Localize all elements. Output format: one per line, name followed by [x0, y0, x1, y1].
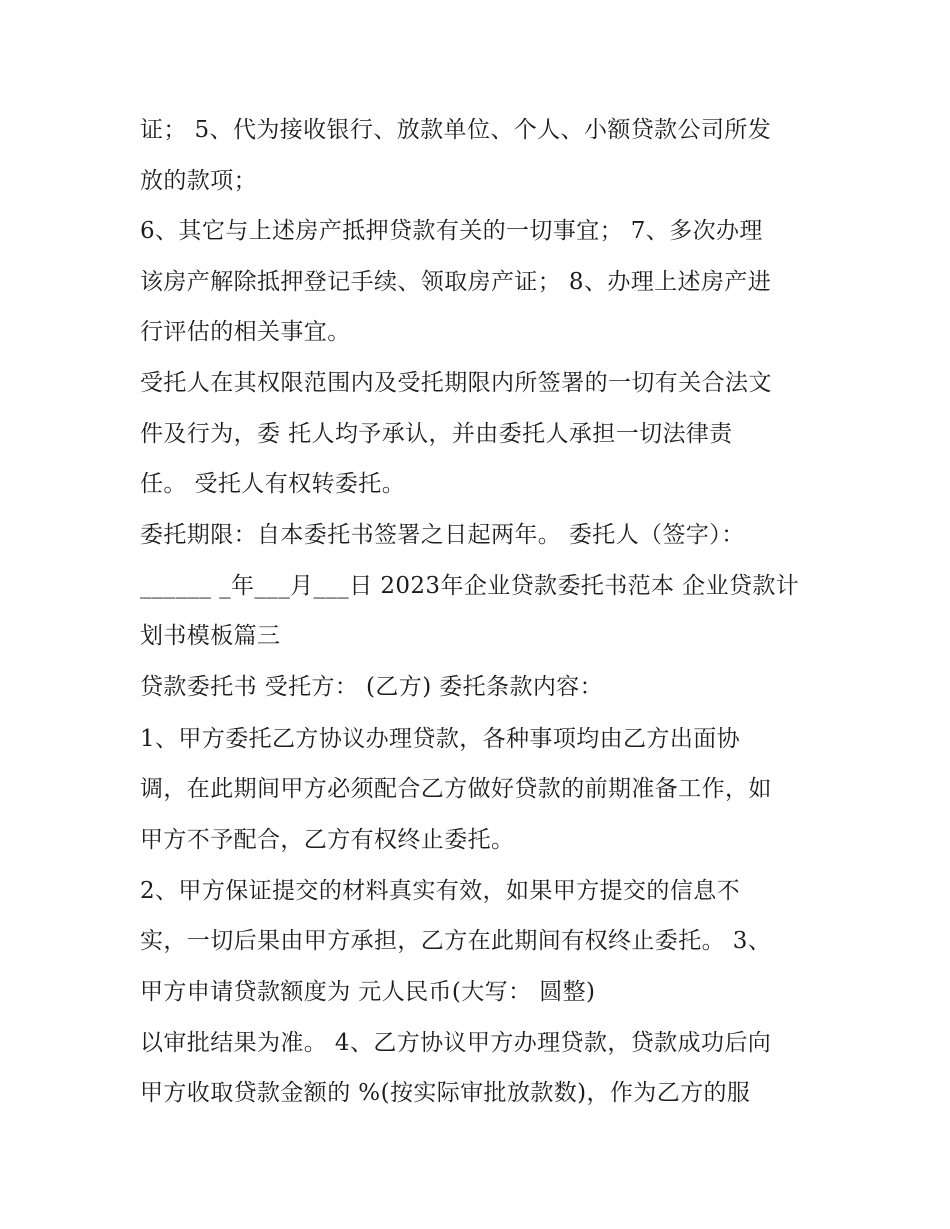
text-line: 以审批结果为准。 4、乙方协议甲方办理贷款，贷款成功后向	[140, 1030, 772, 1056]
text-line: 6、其它与上述房产抵押贷款有关的一切事宜； 7、多次办理	[140, 218, 763, 244]
text-line: 委托期限：自本委托书签署之日起两年。 委托人（签字）：	[140, 522, 745, 548]
text-line: ______ _年___月___日 2023年企业贷款委托书范本 企业贷款计	[140, 573, 800, 599]
text-line: 贷款委托书 受托方： (乙方) 委托条款内容：	[140, 674, 604, 700]
text-line: 甲方申请贷款额度为 元人民币(大写： 圆整)	[140, 979, 596, 1005]
text-line: 1、甲方委托乙方协议办理贷款，各种事项均由乙方出面协	[140, 726, 741, 752]
text-line: 实，一切后果由甲方承担，乙方在此期间有权终止委托。 3、	[140, 928, 772, 954]
text-line: 受托人在其权限范围内及受托期限内所签署的一切有关合法文	[140, 370, 772, 396]
text-line: 甲方收取贷款金额的 %(按实际审批放款数)，作为乙方的服	[140, 1080, 751, 1106]
text-line: 行评估的相关事宜。	[140, 319, 351, 345]
text-line: 划书模板篇三	[140, 623, 281, 649]
text-line: 件及行为，委 托人均予承认，并由委托人承担一切法律责	[140, 421, 733, 447]
text-line: 证； 5、代为接收银行、放款单位、个人、小额贷款公司所发	[140, 117, 772, 143]
text-line: 任。 受托人有权转委托。	[140, 471, 406, 497]
text-line: 放的款项；	[140, 168, 257, 194]
text-line: 调，在此期间甲方必须配合乙方做好贷款的前期准备工作，如	[140, 776, 772, 802]
text-line: 该房产解除抵押登记手续、领取房产证； 8、办理上述房产进	[140, 269, 772, 295]
text-line: 甲方不予配合，乙方有权终止委托。	[140, 827, 515, 853]
text-line: 2、甲方保证提交的材料真实有效，如果甲方提交的信息不	[140, 878, 741, 904]
